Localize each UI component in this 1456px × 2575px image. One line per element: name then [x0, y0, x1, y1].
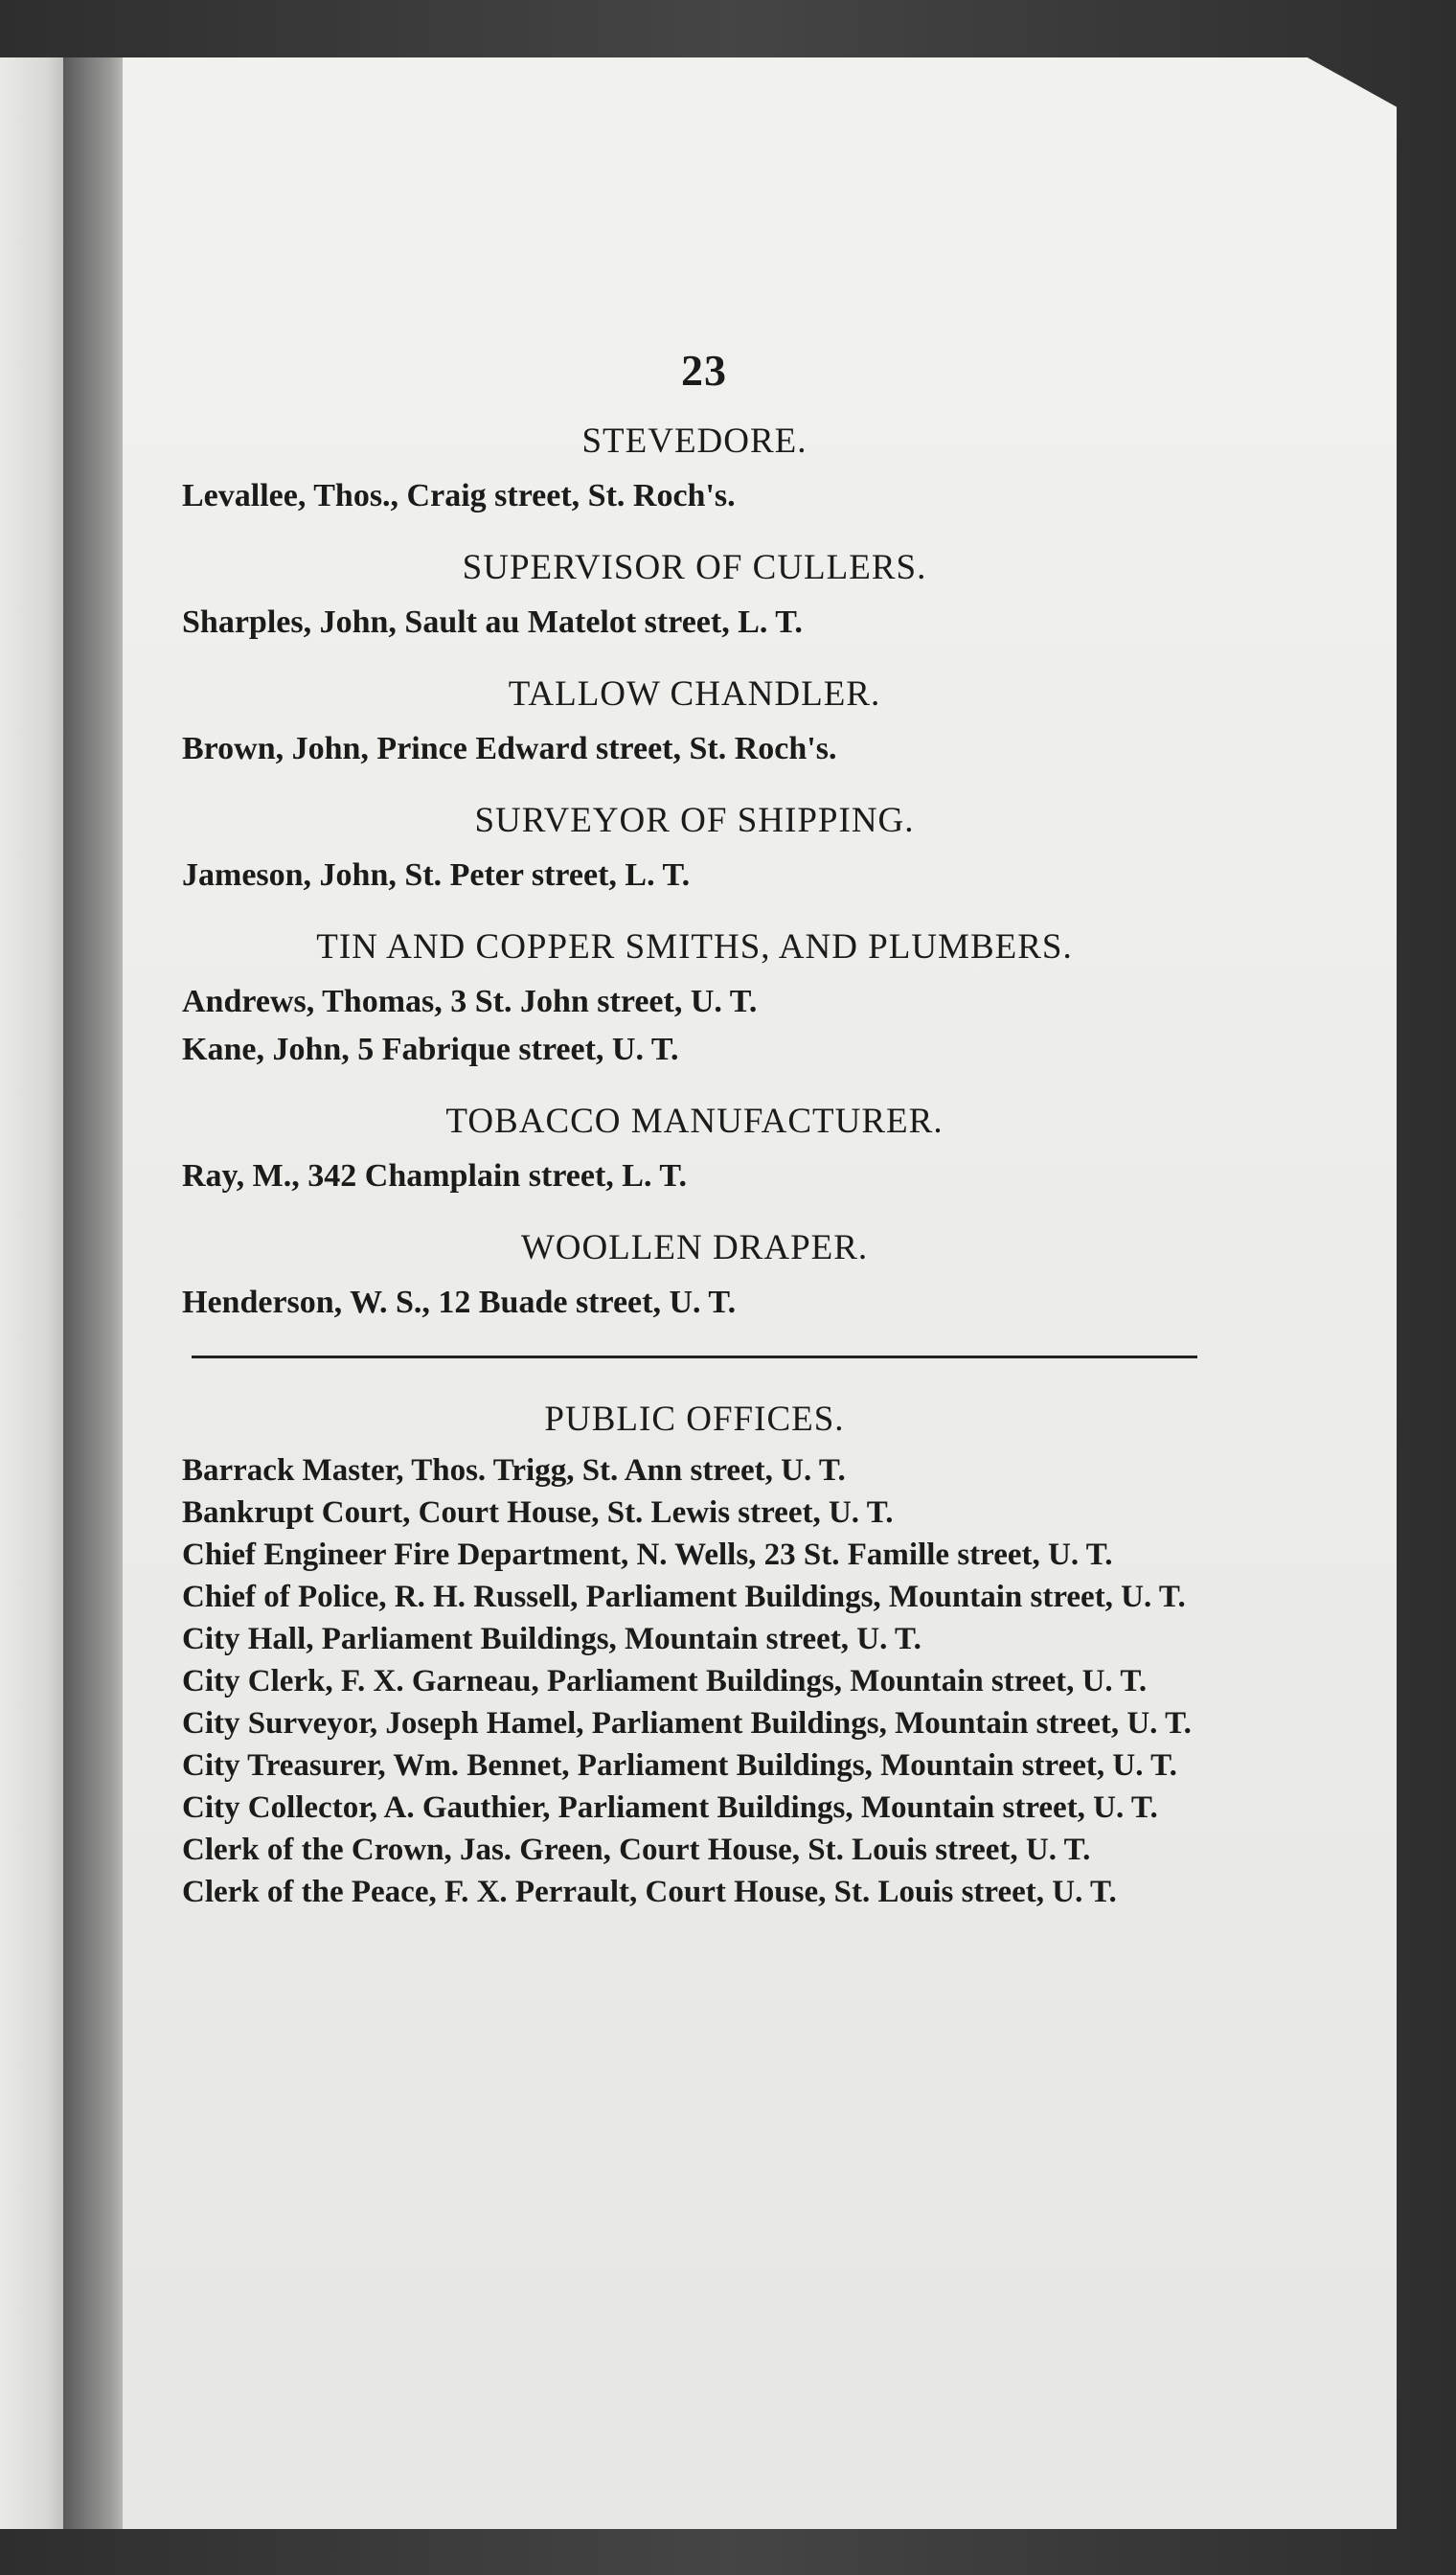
section-tallow-chandler [182, 670, 1207, 773]
office-entry: Clerk of the Crown, Jas. Green, Court House, St. Louis street, U. T. [182, 1833, 1091, 1867]
directory-entry: Sharples, John, Sault au Matelot street, L. T. [182, 604, 803, 640]
directory-entry: Andrews, Thomas, 3 St. John street, U. T. [182, 984, 758, 1019]
section-heading: TALLOW CHANDLER. [508, 674, 881, 714]
office-entry: City Hall, Parliament Buildings, Mountain street, U. T. [182, 1622, 921, 1656]
section-heading: PUBLIC OFFICES. [544, 1400, 845, 1439]
directory-entry: Kane, John, 5 Fabrique street, U. T. [182, 1032, 679, 1067]
horizontal-rule [192, 1356, 1197, 1358]
section-surveyor-of-shipping [182, 796, 1207, 900]
section-heading: SURVEYOR OF SHIPPING. [474, 801, 915, 840]
office-entry: Bankrupt Court, Court House, St. Lewis street, U. T. [182, 1495, 894, 1530]
previous-page-edge [0, 57, 67, 2529]
section-supervisor-of-cullers [182, 543, 1207, 647]
office-entry: City Clerk, F. X. Garneau, Parliament Buildings, Mountain street, U. T. [182, 1664, 1148, 1698]
section-public-offices [182, 1395, 1207, 1912]
directory-entry: Jameson, John, St. Peter street, L. T. [182, 857, 691, 893]
office-entry: Clerk of the Peace, F. X. Perrault, Court House, St. Louis street, U. T. [182, 1875, 1117, 1909]
page-number: 23 [681, 346, 727, 395]
office-entry: City Treasurer, Wm. Bennet, Parliament Buildings, Mountain street, U. T. [182, 1748, 1177, 1783]
section-woollen-draper [182, 1223, 1207, 1327]
section-heading: TIN AND COPPER SMITHS, AND PLUMBERS. [316, 927, 1073, 967]
section-tobacco-manufacturer [182, 1097, 1207, 1200]
book-gutter [63, 57, 130, 2529]
section-stevedore [182, 417, 1207, 520]
office-entry: Chief of Police, R. H. Russell, Parliament Buildings, Mountain street, U. T. [182, 1580, 1186, 1614]
directory-entry: Levallee, Thos., Craig street, St. Roch's. [182, 478, 736, 513]
directory-entry: Ray, M., 342 Champlain street, L. T. [182, 1158, 688, 1194]
section-tin-and-copper-smiths [182, 923, 1207, 1074]
section-heading: TOBACCO MANUFACTURER. [445, 1102, 944, 1141]
office-entry: City Surveyor, Joseph Hamel, Parliament Buildings, Mountain street, U. T. [182, 1706, 1192, 1741]
section-heading: SUPERVISOR OF CULLERS. [462, 548, 927, 587]
directory-entry: Brown, John, Prince Edward street, St. Roch's. [182, 731, 837, 766]
directory-entry: Henderson, W. S., 12 Buade street, U. T. [182, 1285, 737, 1320]
office-entry: Chief Engineer Fire Department, N. Wells, 23 St. Famille street, U. T. [182, 1538, 1113, 1572]
section-heading: WOOLLEN DRAPER. [520, 1228, 869, 1267]
office-entry: Barrack Master, Thos. Trigg, St. Ann street, U. T. [182, 1453, 846, 1488]
page-content [182, 345, 1207, 1935]
office-entry: City Collector, A. Gauthier, Parliament Buildings, Mountain street, U. T. [182, 1790, 1158, 1825]
section-heading: STEVEDORE. [581, 422, 808, 461]
